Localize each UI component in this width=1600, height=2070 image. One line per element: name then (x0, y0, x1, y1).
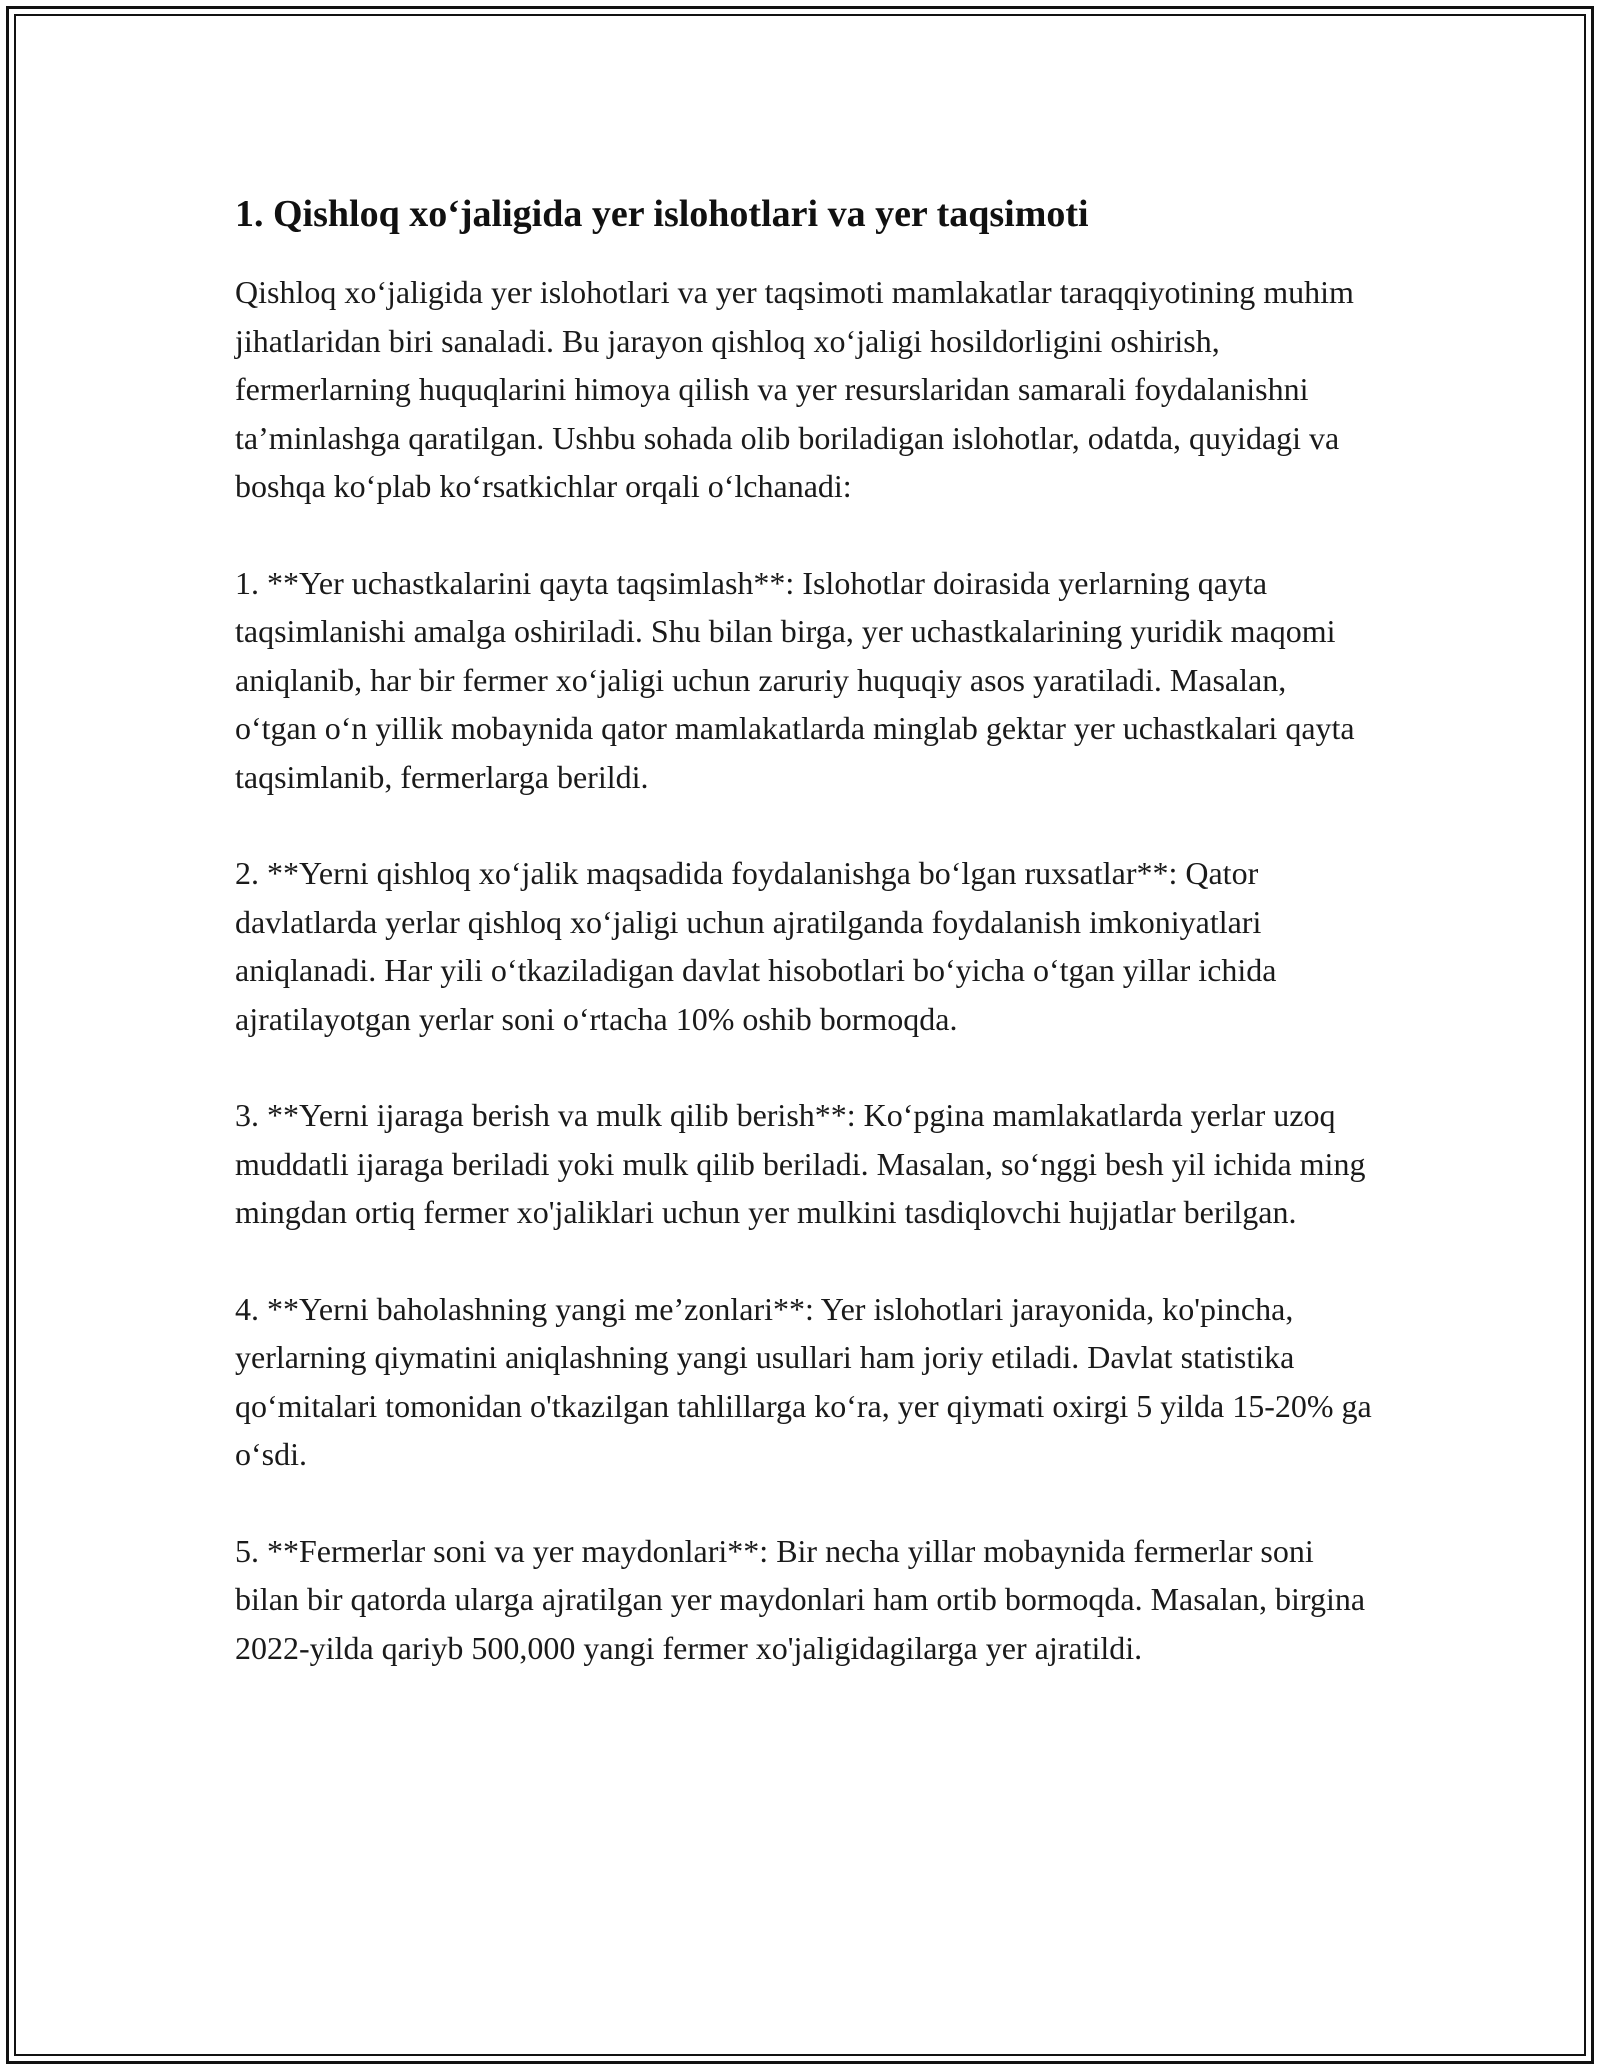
list-item-lease-and-ownership: 3. **Yerni ijaraga berish va mulk qilib berish**: Ko‘pgina mamlakatlarda yerlar uzoq muddatli ijaraga beriladi yoki mulk qilib beriladi. Masalan, so‘nggi besh yil ichida ming mingdan ortiq fermer xo'jaliklari uchun yer mulkini tasdiqlovchi hujjatlar berilgan. (235, 1097, 1366, 1230)
list-item-land-use-permits: 2. **Yerni qishloq xo‘jalik maqsadida foydalanishga bo‘lgan ruxsatlar**: Qator davlatlarda yerlar qishloq xo‘jaligi uchun ajratilganda foydalanish imkoniyatlari aniqlanadi. Har yili o‘tkaziladigan davlat hisobotlari bo‘yicha o‘tgan yillar ichida ajratilayotgan yerlar soni o‘rtacha 10% oshib bormoqda. (235, 855, 1277, 1037)
list-item-farmers-and-land-area: 5. **Fermerlar soni va yer maydonlari**: Bir necha yillar mobaynida fermerlar soni bilan bir qatorda ularga ajratilgan yer maydonlari ham ortib bormoqda. Masalan, birgina 2022-yilda qariyb 500,000 yangi fermer xo'jaligidagilarga yer ajratildi. (235, 1532, 1366, 1666)
section-heading: 1. Qishloq xo‘jaligida yer islohotlari va yer taqsimoti (235, 193, 1089, 235)
list-item-land-redistribution: 1. **Yer uchastkalarini qayta taqsimlash**: Islohotlar doirasida yerlarning qayta taqsimlanishi amalga oshiriladi. Shu bilan birga, yer uchastkalarining yuridik maqomi aniqlanib, har bir fermer xo‘jaligi uchun zaruriy huquqiy asos yaratiladi. Masalan, o‘tgan o‘n yillik mobaynida qator mamlakatlarda minglab gektar yer uchastkalari qayta taqsimlanib, fermerlarga berildi. (235, 564, 1355, 795)
list-item-valuation-criteria: 4. **Yerni baholashning yangi me’zonlari**: Yer islohotlari jarayonida, ko'pincha, yerlarning qiymatini aniqlashning yangi usullari ham joriy etiladi. Davlat statistika qo‘mitalari tomonidan o'tkazilgan tahlillarga ko‘ra, yer qiymati oxirgi 5 yilda 15-20% ga o‘sdi. (235, 1290, 1372, 1472)
intro-paragraph: Qishloq xo‘jaligida yer islohotlari va yer taqsimoti mamlakatlar taraqqiyotining muhim jihatlaridan biri sanaladi. Bu jarayon qishloq xo‘jaligi hosildorligini oshirish, fermerlarning huquqlarini himoya qilish va yer resurslaridan samarali foydalanishni ta’minlashga qaratilgan. Ushbu sohada olib boriladigan islohotlar, odatda, quyidagi va boshqa ko‘plab ko‘rsatkichlar orqali o‘lchanadi: (235, 274, 1354, 504)
document-body (235, 188, 1375, 1720)
